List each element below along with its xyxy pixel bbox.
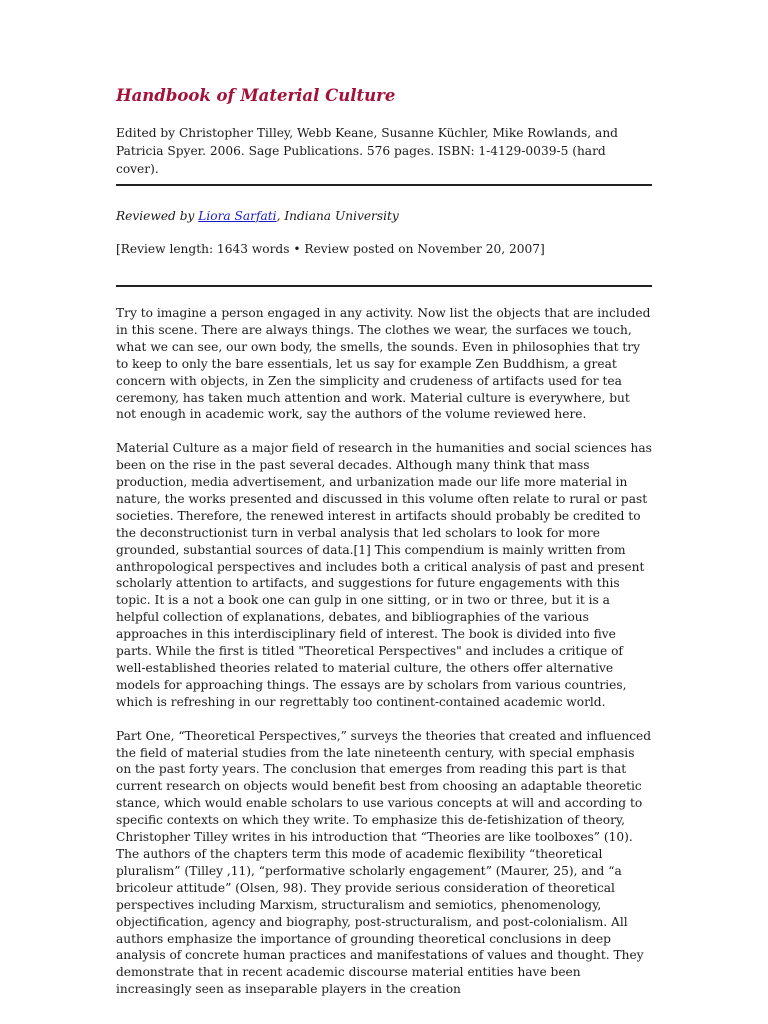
- body-paragraph: Material Culture as a major field of research in the humanities and social sciences has been on the rise in the past several decades. Although many think that mass production, media advertisement, and urbanization made our life more material in nature, the works presented and discussed in this volume often relate to rural or past societies. Therefore, the renewed interest in artifacts should probably be credited to the deconstructionist turn in verbal analysis that led scholars to look for more grounded, substantial sources of data.[1] This compendium is mainly written from anthropological perspectives and includes both a critical analysis of past and present scholarly attention to artifacts, and suggestions for future engagements with this topic. It is a not a book one can gulp in one sitting, or in two or three, but it is a helpful collection of explanations, debates, and bibliographies of the various approaches in this interdisciplinary field of interest. The book is divided into five parts. While the first is titled "Theoretical Perspectives" and includes a critique of well-established theories related to material culture, the others offer alternative models for approaching things. The essays are by scholars from various countries, which is refreshing in our regrettably too continent-contained academic world.: [116, 441, 652, 709]
- body-paragraph: Part One, “Theoretical Perspectives,” surveys the theories that created and influenced the field of material studies from the late nineteenth century, with special emphasis on the past forty years. The conclusion that emerges from reading this part is that current research on objects would benefit best from choosing an adaptable theoretic stance, which would enable scholars to use various concepts at will and according to specific contexts on which they write. To emphasize this de-fetishization of theory, Christopher Tilley writes in his introduction that “Theories are like toolboxes” (10). The authors of the chapters term this mode of academic flexibility “theoretical pluralism” (Tilley ,11), “performative scholarly engagement” (Maurer, 25), and “a bricoleur attitude” (Olsen, 98). They provide serious consideration of theoretical perspectives including Marxism, structuralism and semiotics, phenomenology, objectification, agency and biography, post-structuralism, and post-colonialism. All authors emphasize the importance of grounding theoretical conclusions in deep analysis of concrete human practices and manifestations of values and thought. They demonstrate that in recent academic discourse material entities have been increasingly seen as inseparable players in the creation: [116, 728, 652, 997]
- reviewer-line: [116, 207, 399, 225]
- publication-details: Edited by Christopher Tilley, Webb Keane, Susanne Küchler, Mike Rowlands, and Patricia Spyer. 2006. Sage Publications. 576 pages. ISBN: 1-4129-0039-5 (hard cover).: [116, 126, 618, 176]
- review-body: [116, 305, 652, 1015]
- divider-bottom: [116, 285, 652, 287]
- reviewer-affiliation: , Indiana University: [276, 209, 399, 223]
- book-title: Handbook of Material Culture: [116, 86, 396, 105]
- body-paragraph: Try to imagine a person engaged in any activity. Now list the objects that are included in this scene. There are always things. The clothes we wear, the surfaces we touch, what we can see, our own body, the smells, the sounds. Even in philosophies that try to keep to only the bare essentials, let us say for example Zen Buddhism, a great concern with objects, in Zen the simplicity and crudeness of artifacts used for tea ceremony, has taken much attention and work. Material culture is everywhere, but not enough in academic work, say the authors of the volume reviewed here.: [116, 306, 651, 422]
- reviewed-by-prefix: Reviewed by: [116, 209, 199, 223]
- review-meta: [Review length: 1643 words • Review posted on November 20, 2007]: [116, 242, 545, 256]
- reviewer-name-link[interactable]: Liora Sarfati: [198, 209, 277, 223]
- divider-top: [116, 184, 652, 186]
